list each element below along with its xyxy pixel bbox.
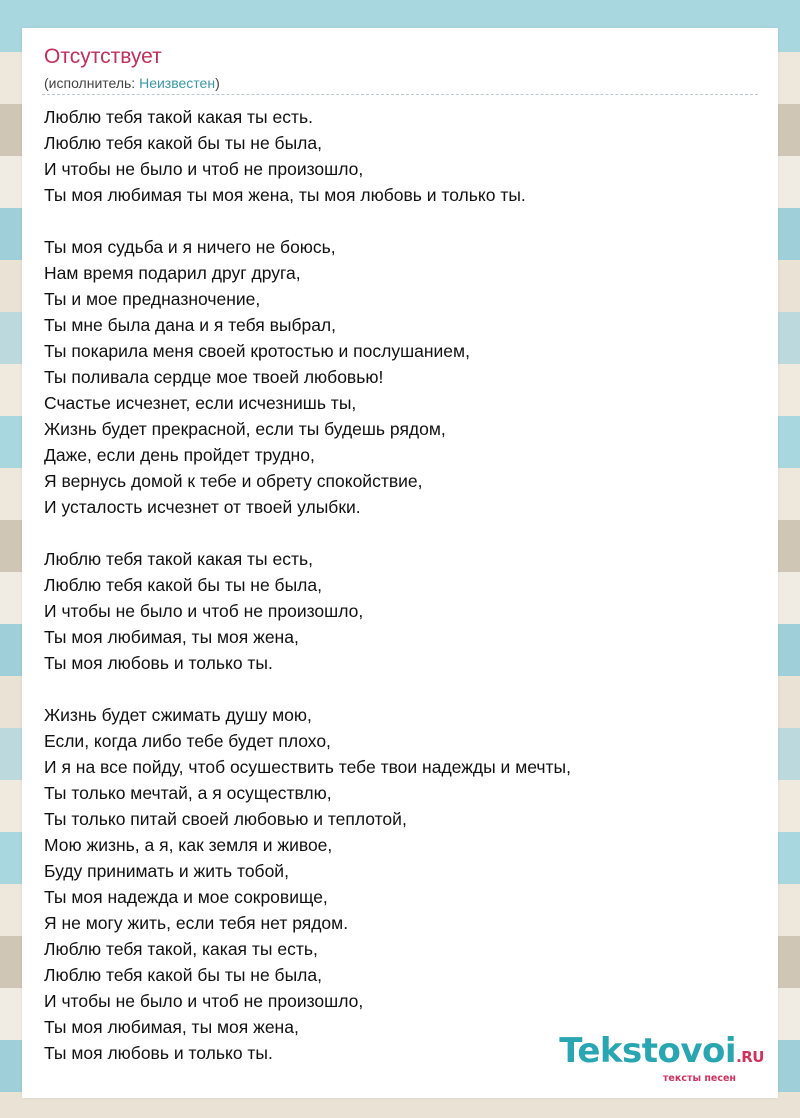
lyric-line: И чтобы не было и чтоб не произошло, bbox=[44, 159, 364, 179]
lyric-line: Ты мне была дана и я тебя выбрал, bbox=[44, 315, 337, 335]
site-logo[interactable] bbox=[559, 1031, 764, 1084]
logo-wordmark bbox=[559, 1031, 764, 1074]
lyric-line: Ты только мечтай, а я осуществлю, bbox=[44, 783, 332, 803]
lyric-line: Ты моя любимая, ты моя жена, bbox=[44, 627, 299, 647]
lyric-line: Ты поливала сердце мое твоей любовью! bbox=[44, 367, 384, 387]
artist-line bbox=[44, 74, 220, 92]
lyric-line: И я на все пойду, чтоб осушествить тебе твои надежды и мечты, bbox=[44, 757, 571, 777]
lyric-line: Мою жизнь, а я, как земля и живое, bbox=[44, 835, 333, 855]
lyric-line: Люблю тебя какой бы ты не была, bbox=[44, 133, 322, 153]
lyric-line: Ты моя любовь и только ты. bbox=[44, 653, 273, 673]
lyrics-body bbox=[44, 104, 764, 1066]
lyric-line: И усталость исчезнет от твоей улыбки. bbox=[44, 497, 361, 517]
lyric-line: Ты моя судьба и я ничего не боюсь, bbox=[44, 237, 336, 257]
lyric-line: Люблю тебя такой, какая ты есть, bbox=[44, 939, 318, 959]
lyric-line: Ты моя любимая ты моя жена, ты моя любовь и только ты. bbox=[44, 185, 526, 205]
lyric-line: Люблю тебя какой бы ты не была, bbox=[44, 575, 322, 595]
artist-prefix: (исполнитель: bbox=[44, 75, 140, 91]
logo-brand: Tekstovoi bbox=[559, 1031, 737, 1071]
lyric-line: Я не могу жить, если тебя нет рядом. bbox=[44, 913, 349, 933]
lyric-line: Ты и мое предназночение, bbox=[44, 289, 261, 309]
lyrics-sheet bbox=[22, 28, 778, 1098]
artist-link[interactable]: Неизвестен bbox=[139, 75, 216, 91]
lyric-line: И чтобы не было и чтоб не произошло, bbox=[44, 601, 364, 621]
lyric-line: И чтобы не было и чтоб не произошло, bbox=[44, 991, 364, 1011]
lyric-line: Жизнь будет прекрасной, если ты будешь рядом, bbox=[44, 419, 446, 439]
song-title: Отсутствует bbox=[44, 45, 162, 68]
stanza-gap bbox=[44, 520, 764, 546]
lyric-line: Нам время подарил друг друга, bbox=[44, 263, 301, 283]
title-divider bbox=[42, 94, 758, 95]
lyric-line: Ты моя любовь и только ты. bbox=[44, 1043, 273, 1063]
stanza-gap bbox=[44, 676, 764, 702]
lyric-line: Люблю тебя такой какая ты есть. bbox=[44, 107, 313, 127]
logo-tld: .RU bbox=[736, 1048, 764, 1066]
lyric-line: Буду принимать и жить тобой, bbox=[44, 861, 289, 881]
stanza-gap bbox=[44, 208, 764, 234]
lyric-line: Я вернусь домой к тебе и обрету спокойствие, bbox=[44, 471, 423, 491]
lyric-line: Счастье исчезнет, если исчезнишь ты, bbox=[44, 393, 357, 413]
logo-tagline: тексты песен bbox=[662, 1073, 736, 1084]
lyric-line: Люблю тебя какой бы ты не была, bbox=[44, 965, 322, 985]
lyric-line: Если, когда либо тебе будет плохо, bbox=[44, 731, 331, 751]
lyric-line: Ты моя любимая, ты моя жена, bbox=[44, 1017, 299, 1037]
lyric-line: Ты только питай своей любовью и теплотой, bbox=[44, 809, 407, 829]
lyric-line: Люблю тебя такой какая ты есть, bbox=[44, 549, 313, 569]
lyric-line: Даже, если день пройдет трудно, bbox=[44, 445, 315, 465]
artist-suffix: ) bbox=[215, 75, 220, 91]
lyric-line: Жизнь будет сжимать душу мою, bbox=[44, 705, 312, 725]
lyric-line: Ты моя надежда и мое сокровище, bbox=[44, 887, 328, 907]
lyric-line: Ты покарила меня своей кротостью и послушанием, bbox=[44, 341, 470, 361]
